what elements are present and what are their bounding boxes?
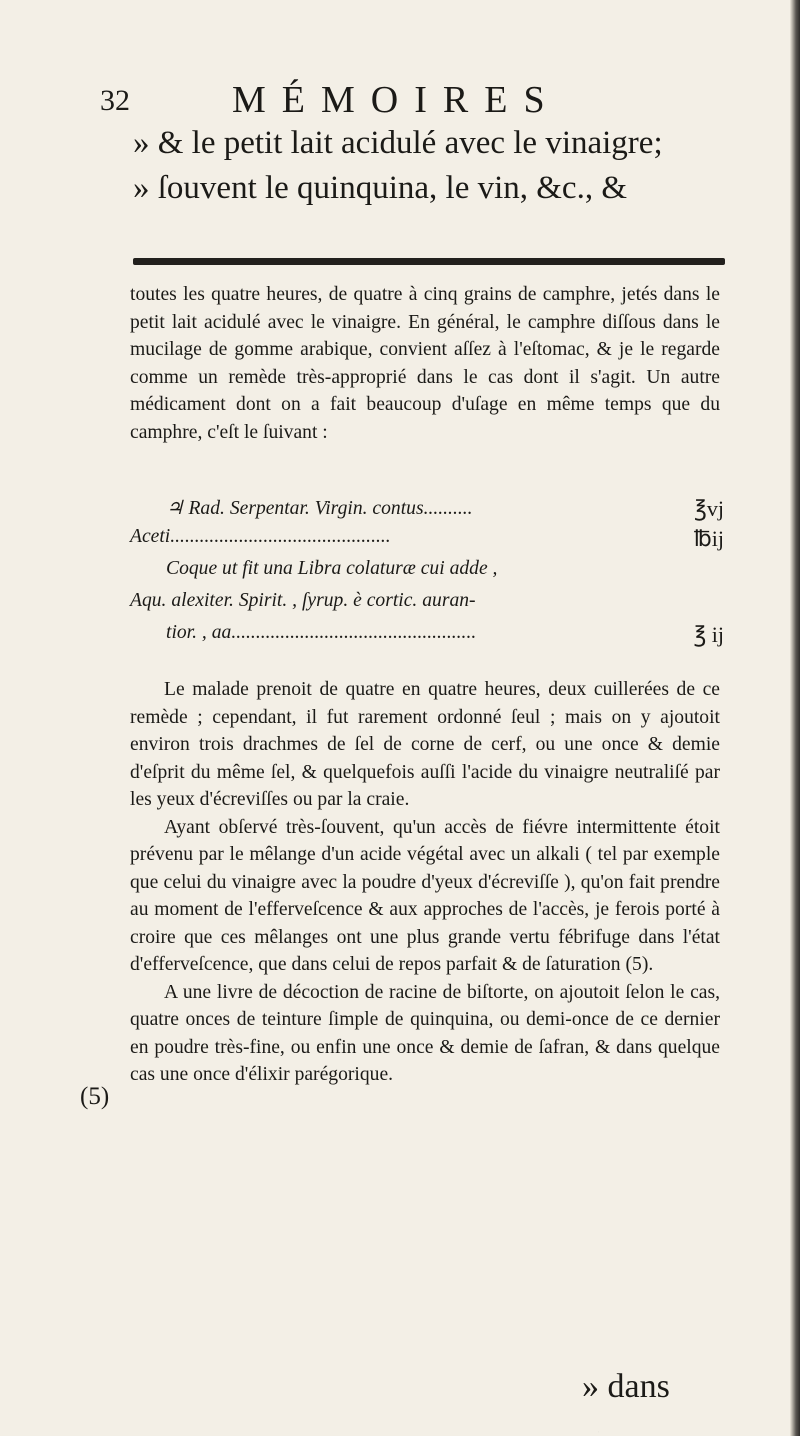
recipe-amount-5: ℥ ij	[693, 622, 724, 647]
quote-line-2: » ſouvent le quinquina, le vin, &c., &	[133, 170, 628, 206]
quote-line-1: » & le petit lait acidulé avec le vinaigre;	[133, 125, 663, 161]
catchword: » dans	[582, 1368, 670, 1405]
recipe-line-1: ♃ Rad. Serpentar. Virgin. contus..........	[166, 498, 473, 519]
recipe-amount-1: ℥vj	[694, 496, 724, 521]
recipe-line-4: Aqu. alexiter. Spirit. , ſyrup. è cortic. auran-	[130, 590, 476, 611]
paragraphs-block	[130, 676, 720, 1089]
running-header	[100, 78, 700, 128]
recipe-amount-2: ℔ij	[693, 526, 724, 551]
recipe-block	[130, 496, 724, 706]
page-edge-shadow	[790, 0, 800, 1436]
bottom-mark: \	[598, 1432, 599, 1433]
paragraph-3: Ayant obſervé très-ſouvent, qu'un accès de fiévre intermittente étoit prévenu par le mêlange d'un acide végétal avec un alkali ( tel par exemple que celui du vinaigre avec la poudre d'yeux d'écreviſſe ), qu'on fait prendre au moment de l'efferveſcence & aux approches de l'accès, je ferois porté à croire que ces mêlanges ont une plus grande vertu fébrifuge dans l'état d'efferveſcence, que dans celui de repos parfait & de ſaturation (5).	[130, 816, 720, 975]
running-title: MÉMOIRES	[232, 79, 561, 121]
paragraph-2: Le malade prenoit de quatre en quatre heures, deux cuillerées de ce remède ; cependant, il fut rarement ordonné ſeul ; mais on y ajoutoit environ trois drachmes de ſel de corne de cerf, ou une once & demie d'eſprit du même ſel, & quelquefois auſſi l'acide du vinaigre neutraliſé par les yeux d'écreviſſes ou par la craie.	[130, 679, 720, 810]
paragraph-1: toutes les quatre heures, de quatre à cinq grains de camphre, jetés dans le petit lait acidulé avec le vinaigre. En général, le camphre diſſous dans le mucilage de gomme arabique, convient aſſez à l'eſtomac, & je le regarde comme un remède très-approprié dans le cas dont il s'agit. Un autre médicament dont on a fait beaucoup d'uſage en même temps que du camphre, c'eſt le ſuivant :	[130, 284, 720, 443]
recipe-line-2: Aceti.............................................	[130, 526, 391, 547]
margin-note: (5)	[80, 1083, 110, 1110]
recipe-line-3: Coque ut fit una Libra colaturæ cui adde ,	[166, 558, 498, 579]
paragraph-1-block	[130, 281, 720, 446]
recipe-line-5: tior. , aa..................................................	[166, 622, 477, 643]
footnote-separator-rule	[133, 258, 725, 265]
page-number: 32	[100, 84, 130, 117]
paragraph-4: A une livre de décoction de racine de biſtorte, on ajoutoit ſelon le cas, quatre onces de teinture ſimple de quinquina, ou demi-once de ce dernier en poudre très-fine, ou enfin une once & demie de ſafran, & dans quelque cas une once d'élixir parégorique.	[130, 981, 720, 1085]
